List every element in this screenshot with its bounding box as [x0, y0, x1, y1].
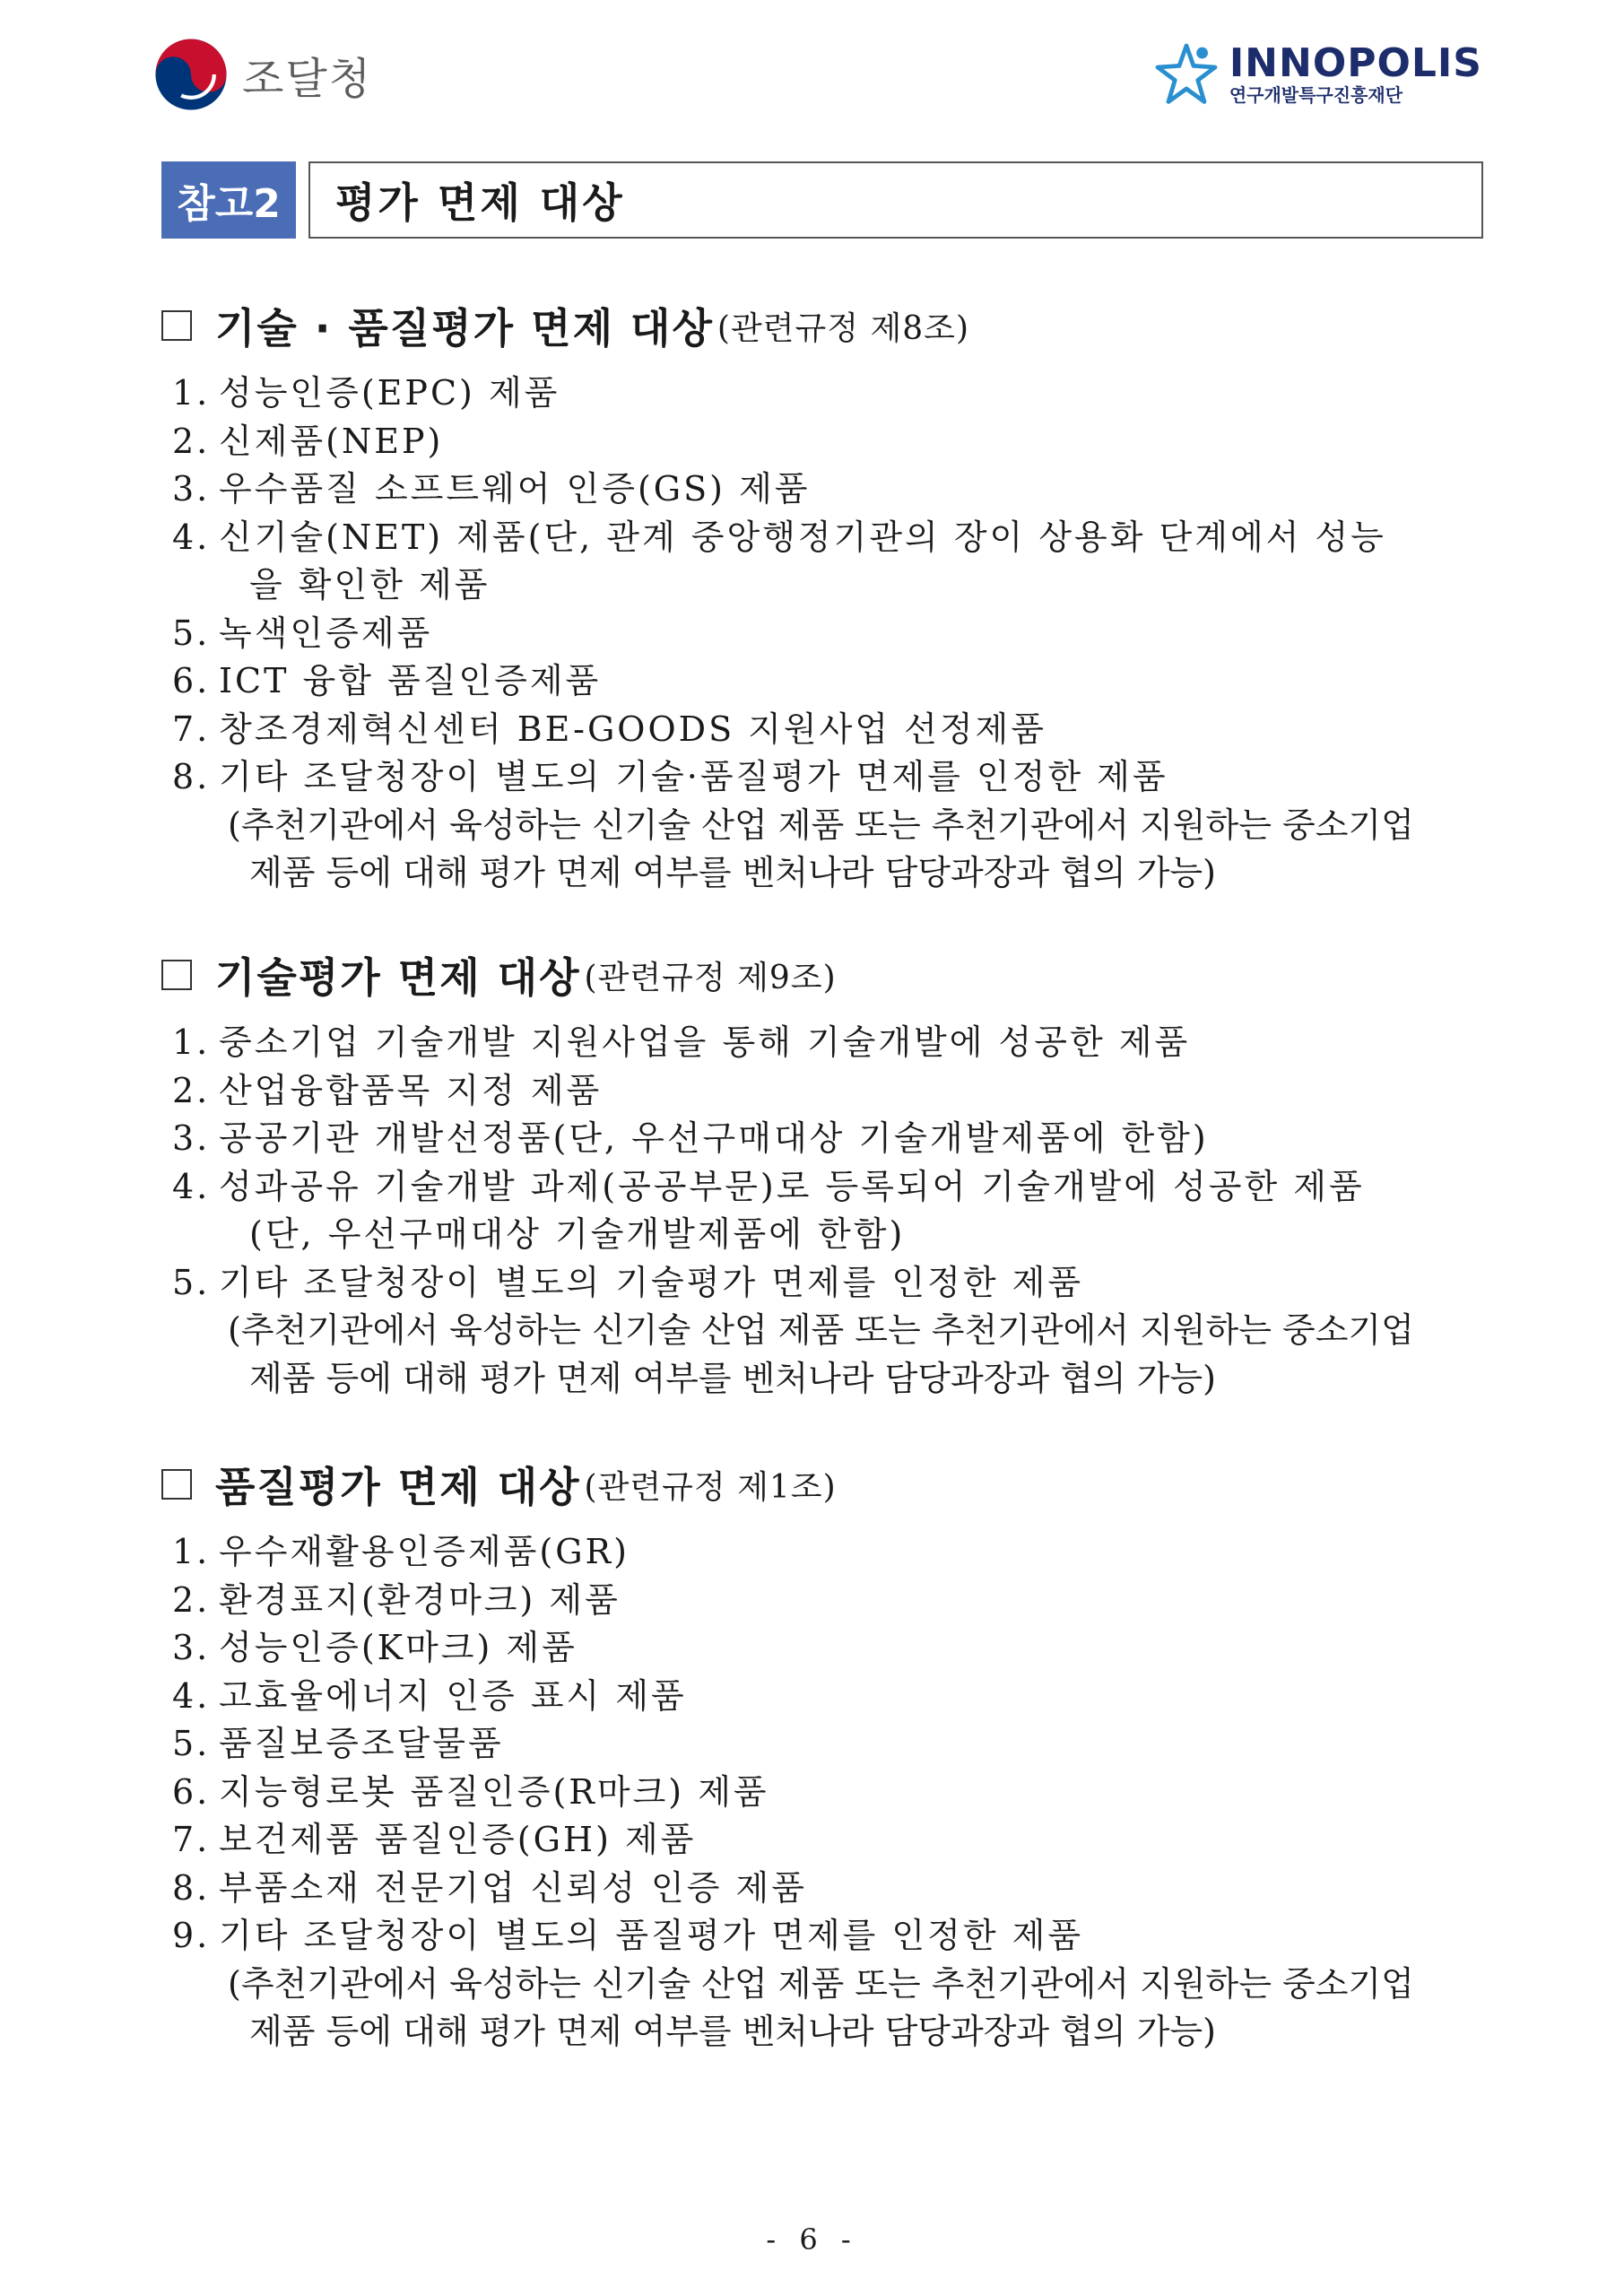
list-item: 7. 보건제품 품질인증(GH) 제품: [172, 1820, 697, 1859]
section-reference: (관련규정 제9조): [584, 959, 837, 996]
list-item: 4. 성과공유 기술개발 과제(공공부문)로 등록되어 기술개발에 성공한 제품: [172, 1166, 1365, 1206]
note-text: (추천기관에서 육성하는 신기술 산업 제품 또는 추천기관에서 지원하는 중소기업: [228, 1310, 1414, 1350]
innopolis-subtitle: 연구개발특구진흥재단: [1229, 84, 1403, 106]
innopolis-name: INNOPOLIS: [1229, 40, 1482, 86]
list-item: 1. 성능인증(EPC) 제품: [172, 373, 560, 413]
checkbox-icon: [161, 960, 192, 990]
item-list: [160, 1528, 1487, 2057]
list-item: 1. 우수재활용인증제품(GR): [172, 1532, 630, 1571]
section-quality-exemption: [160, 1453, 1487, 2057]
section-heading: [160, 1453, 1487, 1516]
item-list: [160, 370, 1487, 898]
note-text-continuation: 제품 등에 대해 평가 면제 여부를 벤처나라 담당과장과 협의 가능): [249, 2012, 1216, 2051]
list-item: 3. 공공기관 개발선정품(단, 우선구매대상 기술개발제품에 한함): [172, 1118, 1209, 1158]
gov-agency-name: 조달청: [242, 53, 373, 104]
list-item: 2. 산업융합품목 지정 제품: [172, 1070, 603, 1110]
list-item: 4. 고효율에너지 인증 표시 제품: [172, 1675, 687, 1716]
list-item: 4. 신기술(NET) 제품(단, 관계 중앙행정기관의 장이 상용화 단계에서 성능: [172, 517, 1386, 557]
pps-logo: [152, 34, 372, 115]
list-item: 5. 품질보증조달물품: [172, 1724, 504, 1763]
page-title-bar: [161, 161, 1483, 239]
note-text-continuation: 제품 등에 대해 평가 면제 여부를 벤처나라 담당과장과 협의 가능): [249, 853, 1216, 892]
section-title: 품질평가 면제 대상: [215, 1463, 581, 1511]
list-item: 6. ICT 융합 품질인증제품: [172, 661, 602, 700]
list-item: 1. 중소기업 기술개발 지원사업을 통해 기술개발에 성공한 제품: [172, 1022, 1191, 1062]
section-title: 기술 · 품질평가 면제 대상: [215, 304, 714, 352]
section-tech-quality-exemption: [160, 294, 1487, 898]
list-item: 3. 우수품질 소프트웨어 인증(GS) 제품: [172, 469, 811, 509]
list-item: 2. 환경표지(환경마크) 제품: [172, 1579, 621, 1620]
item-list: [160, 1019, 1487, 1403]
list-item: 8. 기타 조달청장이 별도의 기술·품질평가 면제를 인정한 제품: [172, 757, 1168, 796]
page-title: 평가 면제 대상: [308, 161, 1483, 239]
checkbox-icon: [161, 310, 192, 341]
note-text-continuation: 제품 등에 대해 평가 면제 여부를 벤처나라 담당과장과 협의 가능): [249, 1358, 1216, 1398]
list-item: 5. 녹색인증제품: [172, 613, 433, 653]
list-item-continuation: (단, 우선구매대상 기술개발제품에 한함): [249, 1214, 906, 1254]
list-item-continuation: 을 확인한 제품: [249, 565, 491, 604]
list-item: 8. 부품소재 전문기업 신뢰성 인증 제품: [172, 1867, 807, 1908]
government-emblem-icon: [152, 36, 230, 113]
page-number: - 6 -: [766, 2222, 858, 2257]
section-reference: (관련규정 제8조): [716, 309, 969, 347]
reference-tag: 참고2: [161, 161, 296, 239]
section-tech-exemption: [160, 944, 1487, 1403]
note-text: (추천기관에서 육성하는 신기술 산업 제품 또는 추천기관에서 지원하는 중소기업: [228, 804, 1414, 845]
list-item: 9. 기타 조달청장이 별도의 품질평가 면제를 인정한 제품: [172, 1916, 1084, 1955]
list-item: 5. 기타 조달청장이 별도의 기술평가 면제를 인정한 제품: [172, 1262, 1084, 1302]
list-item: 6. 지능형로봇 품질인증(R마크) 제품: [172, 1771, 769, 1812]
section-reference: (관련규정 제1조): [584, 1468, 837, 1506]
innopolis-star-icon: [1151, 39, 1222, 110]
list-item: 2. 신제품(NEP): [172, 421, 444, 461]
innopolis-logo: [1151, 36, 1482, 113]
note-text: (추천기관에서 육성하는 신기술 산업 제품 또는 추천기관에서 지원하는 중소기업: [228, 1963, 1414, 2004]
section-heading: [160, 294, 1487, 357]
list-item: 3. 성능인증(K마크) 제품: [172, 1628, 578, 1667]
checkbox-icon: [161, 1469, 192, 1500]
section-title: 기술평가 면제 대상: [215, 953, 581, 1002]
section-heading: [160, 944, 1487, 1006]
list-item: 7. 창조경제혁신센터 BE-GOODS 지원사업 선정제품: [172, 709, 1046, 749]
